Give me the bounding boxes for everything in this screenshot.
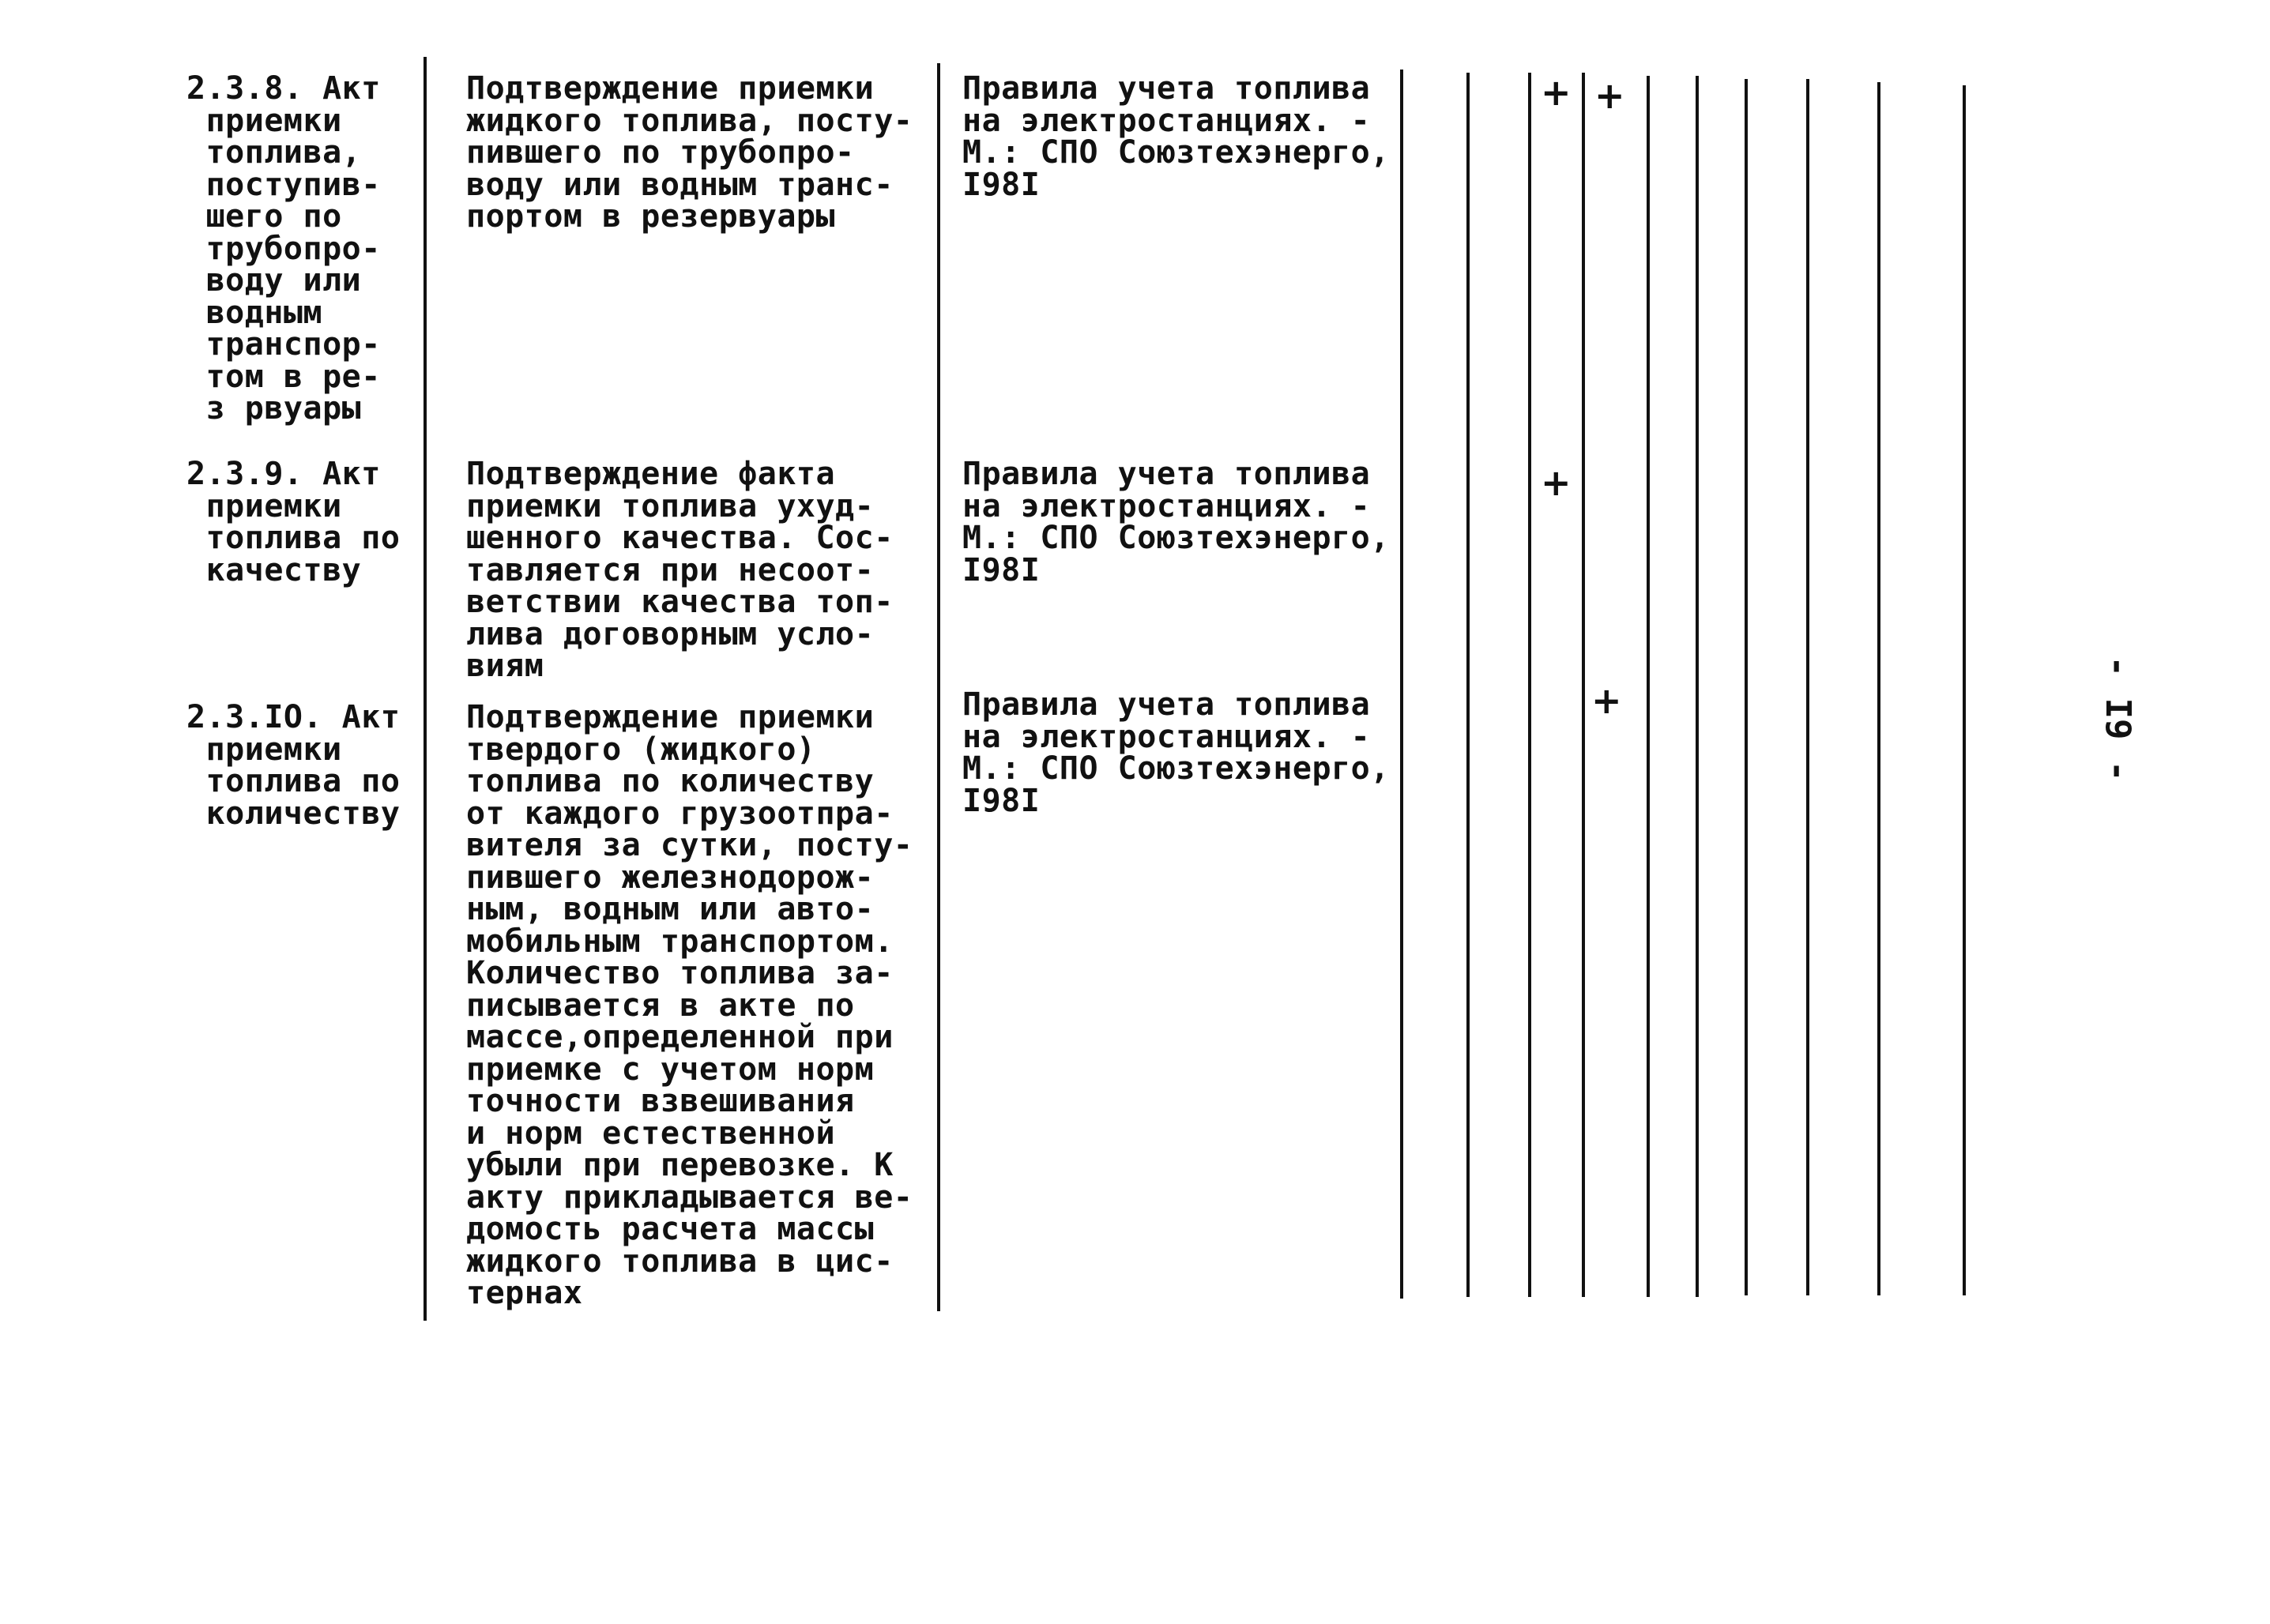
row-item-2-3-8: 2.3.8. Акт приемки топлива, поступив- шего по трубопро- воду или водным транспор- том в ре- з рвуары <box>186 70 381 427</box>
mark-plus-row1-col-a: + <box>1541 71 1572 114</box>
column-rule-7 <box>1647 76 1650 1297</box>
column-rule-2 <box>937 63 940 1311</box>
column-rule-12 <box>1963 85 1966 1295</box>
column-rule-8 <box>1696 76 1699 1297</box>
row-item-2-3-9: 2.3.9. Акт приемки топлива по качеству <box>186 456 401 588</box>
row-description-2-3-9: Подтверждение факта приемки топлива ухуд- шенного качества. Сос- тавляется при несоот- ветствии качества топ- лива договорным усло- виям <box>466 456 894 684</box>
column-rule-11 <box>1877 82 1880 1295</box>
column-rule-6 <box>1582 73 1585 1297</box>
row-reference-2-3-10: Правила учета топлива на электростанциях. - М.: СПО Союзтехэнерго, I98I <box>962 686 1390 819</box>
mark-plus-row1-col-b: + <box>1594 74 1625 117</box>
column-rule-10 <box>1806 79 1809 1295</box>
mark-plus-row2-col-a: + <box>1541 461 1572 504</box>
column-rule-3 <box>1400 70 1403 1299</box>
row-item-2-3-10: 2.3.IO. Акт приемки топлива по количеству <box>186 699 401 832</box>
row-description-2-3-8: Подтверждение приемки жидкого топлива, посту- пившего по трубопро- воду или водным транс- портом в резервуары <box>466 70 913 235</box>
column-rule-4 <box>1466 73 1470 1297</box>
row-reference-2-3-8: Правила учета топлива на электростанциях. - М.: СПО Союзтехэнерго, I98I <box>962 70 1390 203</box>
mark-plus-row3-col-b: + <box>1591 679 1622 722</box>
row-description-2-3-10: Подтверждение приемки твердого (жидкого) топлива по количеству от каждого грузоотпра- вителя за сутки, посту- пившего железнодорож- ным, водным или авто- мобильным транспортом. Количество топлива за- писывается в акте по массе,определенной при приемке с учетом норм точности взвешивания и норм естественной убыли при перевозке. К акту прикладывается ве- домость расчета массы жидкого топлива в цис- тернах <box>466 699 913 1311</box>
column-rule-9 <box>1745 79 1748 1295</box>
row-reference-2-3-9: Правила учета топлива на электростанциях. - М.: СПО Союзтехэнерго, I98I <box>962 456 1390 588</box>
page-number: - I9 - <box>2098 656 2138 782</box>
column-rule-5 <box>1528 73 1531 1297</box>
column-rule-1 <box>424 57 427 1321</box>
